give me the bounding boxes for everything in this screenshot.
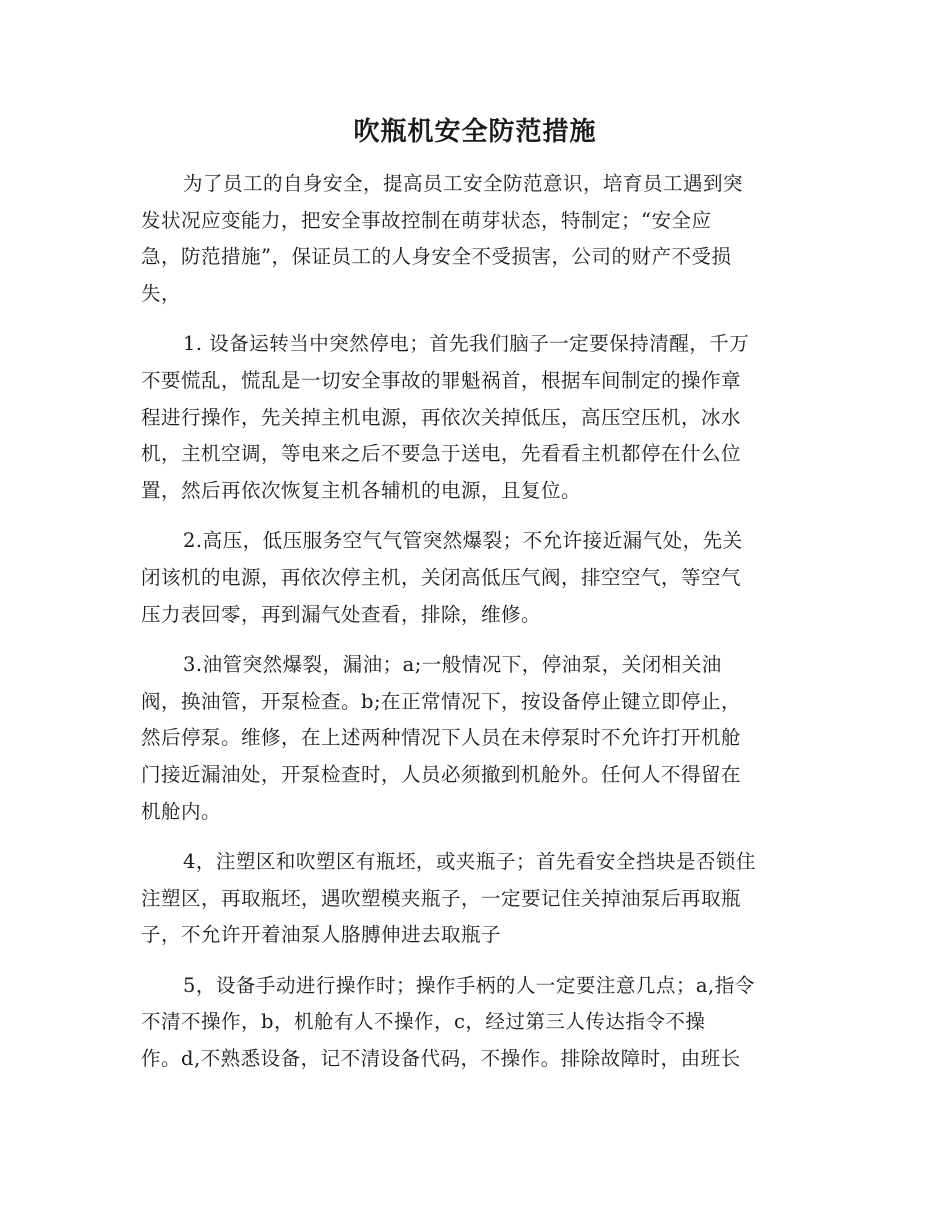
text-line: 程进行操作，先关掉主机电源，再依次关掉低压，高压空压机，冰水	[141, 405, 742, 429]
document-body	[141, 166, 811, 1092]
text-line: 阀，换油管，开泵检查。b;在正常情况下，按设备停止键立即停止，	[141, 689, 742, 713]
text-line: 5，设备手动进行操作时；操作手柄的人一定要注意几点；a,指令	[183, 973, 755, 997]
text-line: 机舱内。	[141, 799, 222, 823]
text-line: 然后停泵。维修，在上述两种情况下人员在未停泵时不允许打开机舱	[141, 726, 742, 750]
text-line: 闭该机的电源，再依次停主机，关闭高低压气阀，排空空气，等空气	[141, 565, 742, 589]
text-line: 为了员工的自身安全，提高员工安全防范意识，培育员工遇到突	[183, 172, 744, 195]
paragraph-item-1	[141, 326, 811, 509]
text-line: 作。d,不熟悉设备，记不清设备代码，不操作。排除故障时，由班长	[141, 1047, 741, 1071]
text-line: 发状况应变能力，把安全事故控制在萌芽状态，特制定；“安全应	[141, 208, 712, 232]
paragraph-item-5	[141, 968, 811, 1078]
paragraph-item-3	[141, 647, 811, 830]
text-line: 1. 设备运转当中突然停电；首先我们脑子一定要保持清醒，千万	[183, 332, 750, 356]
text-line: 2.高压，低压服务空气气管突然爆裂；不允许接近漏气处，先关	[183, 529, 743, 553]
text-line: 不要慌乱，慌乱是一切安全事故的罪魁祸首，根据车间制定的操作章	[141, 368, 742, 392]
text-line: 置，然后再依次恢复主机各辅机的电源，且复位。	[141, 478, 582, 502]
text-line: 压力表回零，再到漏气处查看，排除，维修。	[141, 602, 542, 626]
paragraph-item-2	[141, 523, 811, 633]
text-line: 子，不允许开着油泵人胳膊伸进去取瓶子	[141, 923, 502, 947]
paragraph-item-4	[141, 844, 811, 954]
text-line: 不清不操作，b，机舱有人不操作，c，经过第三人传达指令不操	[141, 1010, 706, 1034]
text-line: 急，防范措施”，保证员工的人身安全不受损害，公司的财产不受损	[141, 245, 732, 269]
text-line: 注塑区，再取瓶坯，遇吹塑模夹瓶子，一定要记住关掉油泵后再取瓶	[141, 886, 742, 910]
text-line: 机，主机空调，等电来之后不要急于送电，先看看主机都停在什么位	[141, 442, 742, 466]
text-line: 失，	[141, 281, 182, 305]
paragraph-intro	[141, 166, 811, 312]
text-line: 3.油管突然爆裂，漏油；a;一般情况下，停油泵，关闭相关油	[183, 653, 722, 677]
text-line: 门接近漏油处，开泵检查时，人员必须撤到机舱外。任何人不得留在	[141, 762, 742, 786]
text-line: 4，注塑区和吹塑区有瓶坯，或夹瓶子；首先看安全挡块是否锁住	[183, 850, 756, 874]
document-title: 吹瓶机安全防范措施	[353, 117, 597, 147]
